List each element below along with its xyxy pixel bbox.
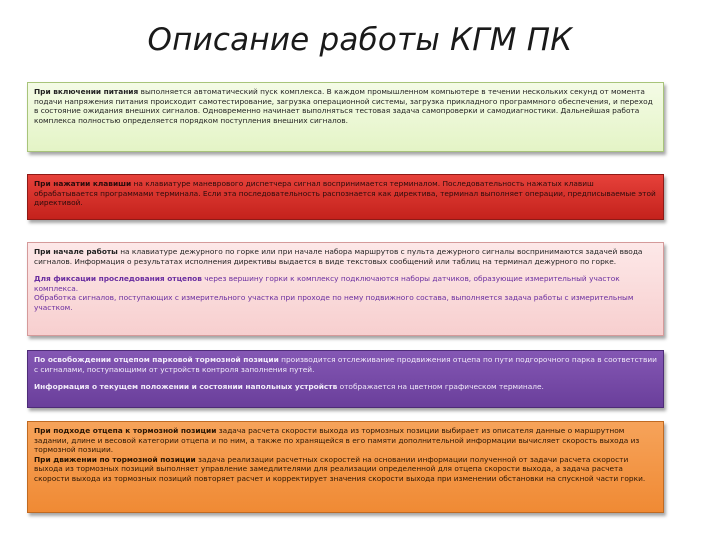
block-movement-lead: При движении по тормозной позиции [34, 454, 196, 464]
block-approach-lead: При подходе отцепа к тормозной позиции [34, 426, 217, 435]
block-braking-paragraph-2 [34, 455, 657, 484]
block-key-press [27, 174, 664, 220]
block-info-text: отображается на цветном графическом терминале. [337, 382, 544, 392]
block-work-start-paragraph-2 [34, 274, 657, 293]
page-title: Описание работы КГМ ПК [147, 22, 573, 58]
block-braking-paragraph-1 [34, 426, 657, 455]
block-work-start-paragraph-1 [34, 247, 657, 266]
block-release [27, 350, 664, 408]
block-power-on-text: выполняется автоматический пуск комплекса. В каждом промышленном компьютере в течении нескольких секунд от момента подачи напряжения питания происходит самотестирование, загрузка операционной системы, загрузка прикладного программного обеспечения, и переход в состояние ожидания внешних сигналов. Одновременно начинает выполняться тестовая задача самопроверки и самодиагностики. Дальнейшая работа комплекса полностью определяется порядком поступления внешних сигналов. [34, 87, 653, 125]
block-release-paragraph-1 [34, 355, 657, 374]
block-work-start-paragraph-3: Обработка сигналов, поступающих с измерительного участка при проходе по нему подвижного состава, выполняется задача работы с измерительным участком. [34, 293, 634, 312]
block-release-paragraph-2 [34, 382, 657, 392]
block-key-press-paragraph [34, 179, 657, 208]
block-approach-text: задача расчета скорости выхода из тормозных позиции выбирает из описателя данные о маршрутном задании, длине и весовой категории отцепа и по ним, а также по хранящейся в его памяти дополнительной информации вычисляет скорость выхода из тормозной позиции. [34, 426, 640, 455]
block-braking [27, 421, 664, 513]
block-key-press-text: на клавиатуре маневрового диспетчера сигнал воспринимается терминалом. Последовательность нажатых клавиш обрабатывается программами терминала. Если эта последовательность распознается как директива, терминал выполняет операции, предписываемые этой директивой. [34, 179, 656, 208]
block-key-press-lead: При нажатии клавиши [34, 179, 132, 188]
block-power-on-paragraph [34, 87, 657, 125]
block-work-start-lead: При начале работы [34, 247, 118, 256]
block-power-on-lead: При включении питания [34, 87, 139, 96]
block-power-on [27, 82, 664, 152]
block-movement-text: задача реализации расчетных скоростей на основании информации полученной от задачи расчета скорости выхода из тормозных позиций выполняет управление замедлителями для реализации определенной для отцепа скорости выхода, а задача расчета скорости выхода из тормозных позиций повторяет расчет и корректирует значения скорости выхода при изменении обстановки на спускной части горки. [34, 454, 646, 483]
block-work-start-text: на клавиатуре дежурного по горке или при начале набора маршрутов с пульта дежурного сигналы воспринимаются задачей ввода сигналов. Информация о результатах исполнения директивы выдается в виде текстовых сообщений или таблиц на терминал дежурного по горке. [34, 247, 643, 266]
block-work-start [27, 242, 664, 336]
block-release-lead: По освобождении отцепом парковой тормозной позиции [34, 355, 279, 364]
block-info-lead: Информация о текущем положении и состоянии напольных устройств [34, 382, 338, 392]
block-release-text: производится отслеживание продвижения отцепа по пути подгорочного парка в соответствии с сигналами, поступающими от устройств контроля заполнения путей. [34, 355, 657, 374]
block-fixation-lead: Для фиксации проследования отцепов [34, 274, 202, 284]
block-fixation-text: через вершину горки к комплексу подключаются наборы датчиков, образующие измерительный участок комплекса. [34, 274, 620, 293]
